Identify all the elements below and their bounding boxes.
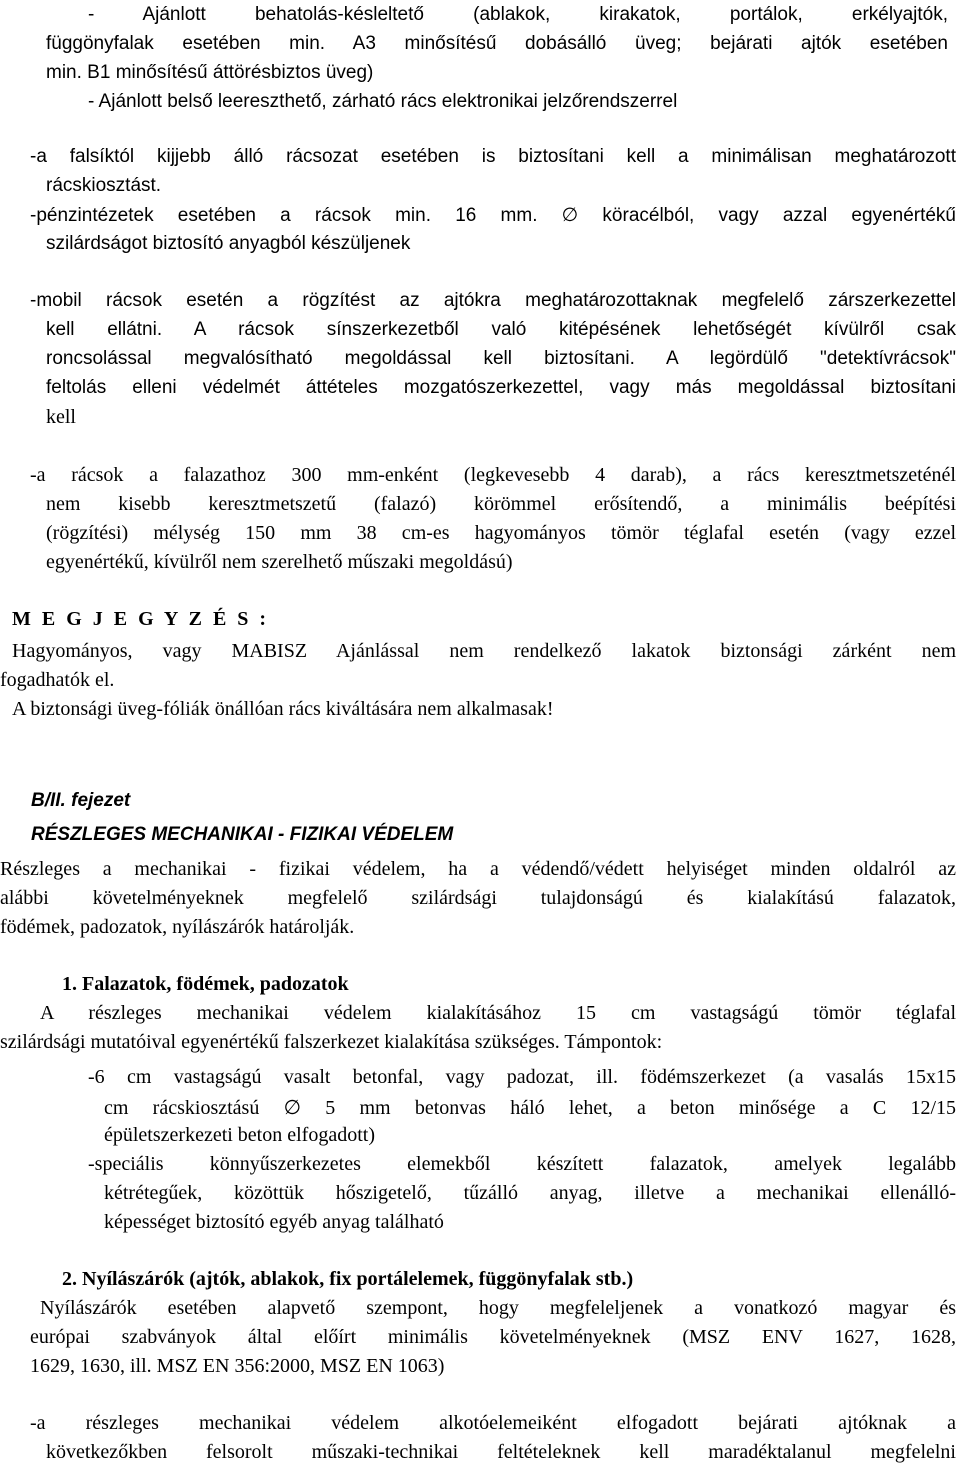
- paragraph-line: európai szabványok által előírt minimális követelményeknek (MSZ ENV 1627, 1628,: [30, 1326, 956, 1348]
- paragraph-line: nem kisebb keresztmetszetű (falazó) körömmel erősítendő, a minimális beépítési: [46, 493, 956, 515]
- paragraph-line: -a falsíktól kijjebb álló rácsozat esetében is biztosítani kell a minimálisan meghatározott: [30, 146, 956, 167]
- notes-line: Hagyományos, vagy MABISZ Ajánlással nem rendelkező lakatok biztonsági zárként nem: [12, 640, 956, 662]
- chapter-title: RÉSZLEGES MECHANIKAI - FIZIKAI VÉDELEM: [31, 824, 454, 845]
- list-line: -6 cm vastagságú vasalt betonfal, vagy padozat, ill. födémszerkezet (a vasalás 15x15: [88, 1066, 956, 1088]
- bullet-line: függönyfalak esetében min. A3 minősítésű dobásálló üveg; bejárati ajtók esetében: [46, 33, 948, 54]
- paragraph-line: szilárdsági mutatóival egyenértékű falszerkezet kialakítása szükséges. Támpontok:: [0, 1031, 663, 1053]
- paragraph-line: -pénzintézetek esetében a rácsok min. 16 mm. ∅ köracélból, vagy azzal egyenértékű: [30, 205, 956, 226]
- paragraph-line: szilárdságot biztosító anyagból készüljenek: [46, 233, 411, 254]
- bullet-line: - Ajánlott belső leereszthető, zárható rács elektronikai jelzőrendszerrel: [88, 91, 678, 112]
- paragraph-line: Nyílászárók esetében alapvető szempont, hogy megfeleljenek a vonatkozó magyar és: [40, 1297, 956, 1319]
- list-line: -speciális könnyűszerkezetes elemekből készített falazatok, amelyek legalább: [88, 1153, 956, 1175]
- paragraph-line: alábbi követelményeknek megfelelő szilárdsági tulajdonságú és kialakítású falazatok,: [0, 887, 956, 909]
- section-heading: 1. Falazatok, födémek, padozatok: [62, 973, 349, 995]
- list-line: képességet biztosító egyéb anyag található: [104, 1211, 444, 1233]
- paragraph-line: Részleges a mechanikai - fizikai védelem, ha a védendő/védett helyiséget minden oldalról az: [0, 858, 956, 880]
- notes-heading: M E G J E G Y Z É S :: [12, 608, 270, 630]
- list-line: kétrétegűek, közöttük hőszigetelő, tűzálló anyag, illetve a mechanikai ellenálló-: [104, 1182, 956, 1204]
- paragraph-line: egyenértékű, kívülről nem szerelhető műszaki megoldású): [46, 551, 513, 573]
- paragraph-line: feltolás elleni védelmét áttételes mozgatószerkezettel, vagy más megoldással biztosítani: [46, 377, 956, 398]
- bullet-line: min. B1 minősítésű áttörésbiztos üveg): [46, 62, 374, 83]
- paragraph-line: -mobil rácsok esetén a rögzítést az ajtókra meghatározottaknak megfelelő zárszerkezettel: [30, 290, 956, 311]
- list-line: cm rácskiosztású ∅ 5 mm betonvas háló lehet, a beton minősége a C 12/15: [104, 1097, 956, 1119]
- paragraph-line: roncsolással megvalósítható megoldással kell biztosítani. A legördülő "detektívrácsok": [46, 348, 956, 369]
- notes-line: A biztonsági üveg-fóliák önállóan rács kiváltására nem alkalmasak!: [12, 698, 554, 720]
- paragraph-line: -a rácsok a falazathoz 300 mm-enként (legkevesebb 4 darab), a rács keresztmetszeténél: [30, 464, 956, 486]
- paragraph-line: rácskiosztást.: [46, 175, 162, 196]
- list-line: épületszerkezeti beton elfogadott): [104, 1124, 375, 1146]
- paragraph-line: -a részleges mechanikai védelem alkotóelemeiként elfogadott bejárati ajtóknak a: [30, 1412, 956, 1434]
- chapter-label: B/II. fejezet: [31, 790, 131, 811]
- notes-line: fogadhatók el.: [0, 669, 115, 691]
- paragraph-line: födémek, padozatok, nyílászárók határolják.: [0, 916, 355, 938]
- paragraph-line: A részleges mechanikai védelem kialakításához 15 cm vastagságú tömör téglafal: [40, 1002, 956, 1024]
- paragraph-line: kell: [46, 406, 76, 428]
- paragraph-line: 1629, 1630, ill. MSZ EN 356:2000, MSZ EN 1063): [30, 1355, 445, 1377]
- paragraph-line: következőkben felsorolt műszaki-technikai feltételeknek kell maradéktalanul megfelelni: [46, 1441, 956, 1463]
- section-heading: 2. Nyílászárók (ajtók, ablakok, fix portálelemek, függönyfalak stb.): [62, 1268, 634, 1290]
- bullet-line: - Ajánlott behatolás-késleltető (ablakok, kirakatok, portálok, erkélyajtók,: [88, 4, 948, 25]
- paragraph-line: kell ellátni. A rácsok sínszerkezetből való kitépésének lehetőségét kívülről csak: [46, 319, 956, 340]
- paragraph-line: (rögzítési) mélység 150 mm 38 cm-es hagyományos tömör téglafal esetén (vagy ezzel: [46, 522, 956, 544]
